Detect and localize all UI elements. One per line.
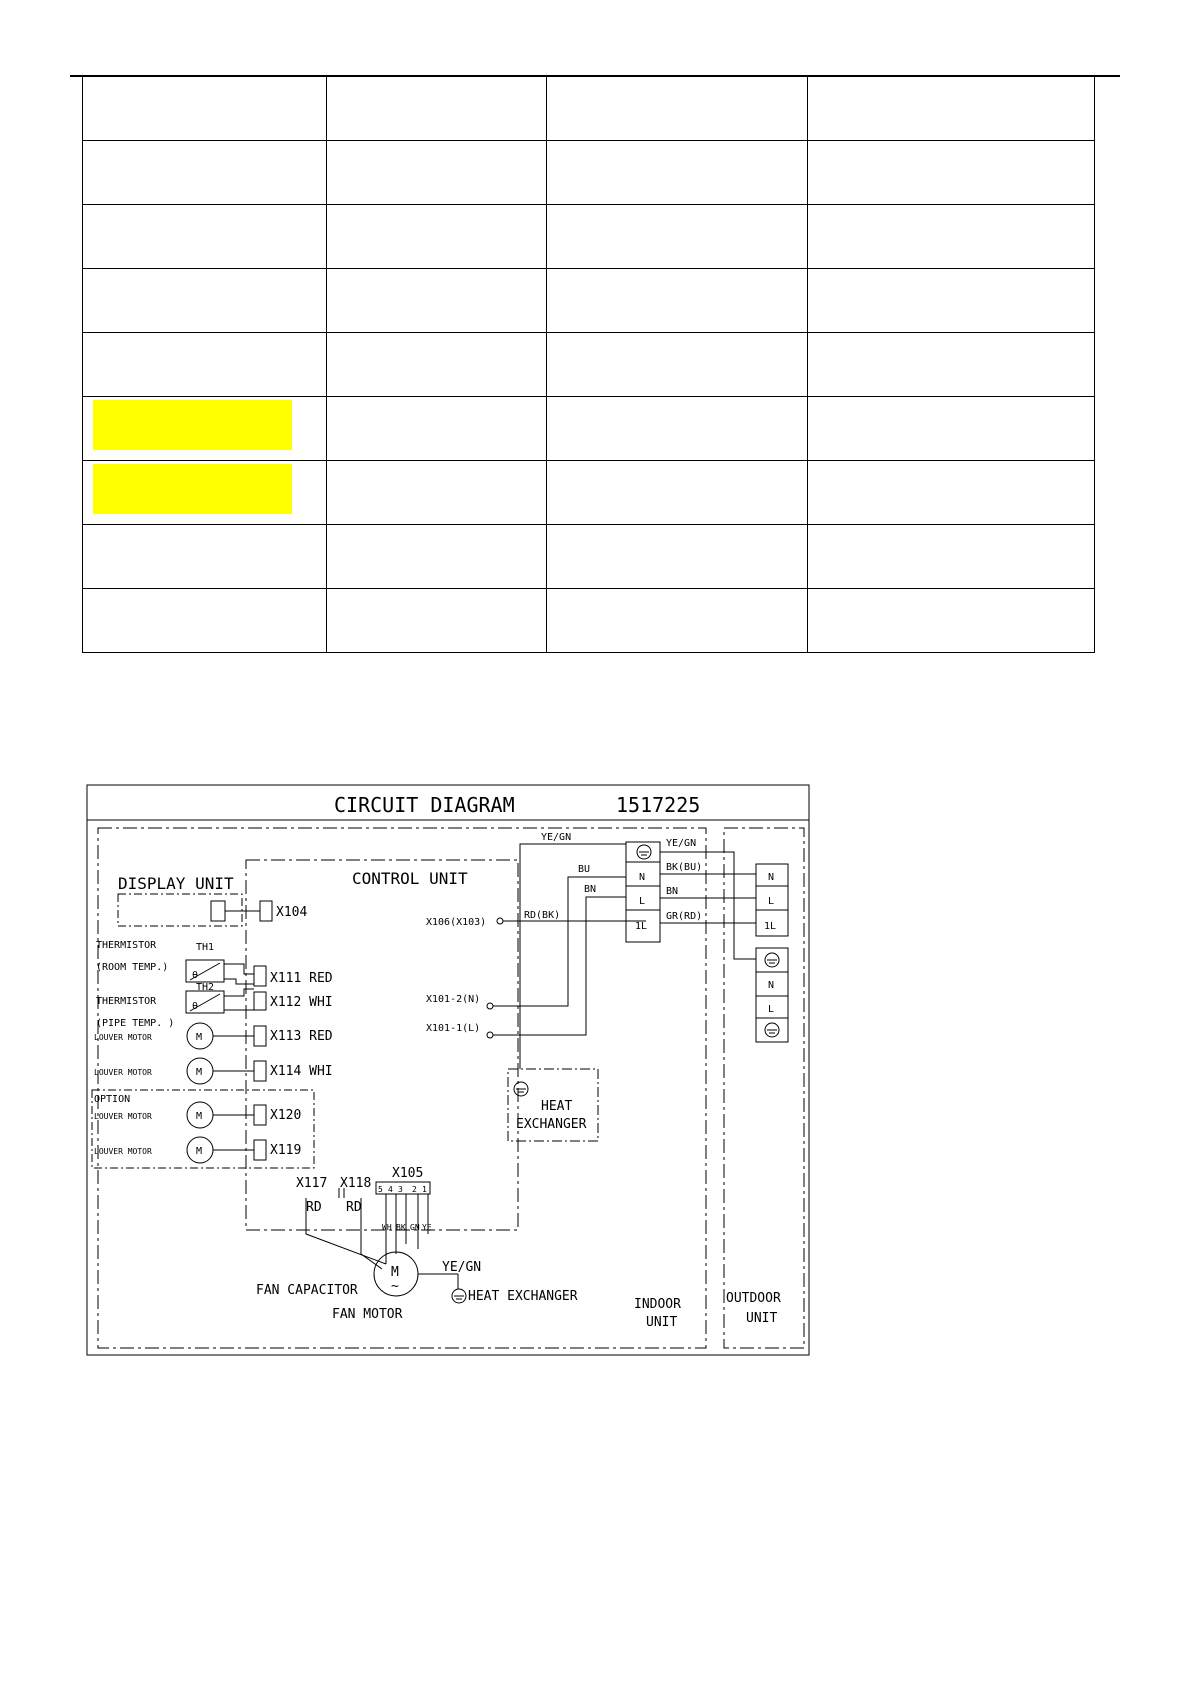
- fan-motor-label: FAN MOTOR: [332, 1307, 403, 1322]
- x105-pin-2: 2: [412, 1185, 417, 1194]
- table-cell: [83, 77, 327, 141]
- wire-yegn-left: YE/GN: [541, 832, 572, 843]
- rd-label-1: RD: [306, 1200, 322, 1215]
- x105-pin-4: 4: [388, 1185, 393, 1194]
- table-cell: [327, 77, 547, 141]
- th2-label: TH2: [196, 982, 215, 993]
- table-cell: [547, 525, 808, 589]
- wire-bn-right: BN: [666, 886, 679, 897]
- term-in-n: N: [639, 872, 646, 883]
- table-row: [83, 141, 1095, 205]
- table-cell: [808, 141, 1095, 205]
- x101-1-label: X101-1(L): [426, 1023, 481, 1034]
- louver-motor-1-label: LOUVER MOTOR: [94, 1033, 152, 1042]
- display-unit-label: DISPLAY UNIT: [118, 874, 234, 893]
- fan-motor-m: M: [391, 1265, 399, 1280]
- x106-label: X106(X103): [426, 917, 487, 928]
- th1-label: TH1: [196, 942, 215, 953]
- table-cell: [547, 205, 808, 269]
- table-row: [83, 589, 1095, 653]
- table-cell: [808, 397, 1095, 461]
- table-cell: [547, 397, 808, 461]
- table-cell: [547, 461, 808, 525]
- x120-label: X120: [270, 1108, 302, 1123]
- fan-motor-tilde: ~: [391, 1279, 399, 1294]
- louver-motor-4-label: LOUVER MOTOR: [94, 1147, 152, 1156]
- table-cell: [83, 461, 327, 525]
- table-cell: [547, 333, 808, 397]
- table-row: [83, 397, 1095, 461]
- table-cell: [327, 141, 547, 205]
- table-cell: [808, 589, 1095, 653]
- term-out-l: L: [768, 896, 775, 907]
- table-cell: [808, 77, 1095, 141]
- table-cell: [327, 269, 547, 333]
- table-row: [83, 461, 1095, 525]
- rd-label-2: RD: [346, 1200, 362, 1215]
- option-label: OPTION: [94, 1094, 131, 1105]
- table-cell: [808, 333, 1095, 397]
- outdoor-label-1: OUTDOOR: [726, 1291, 781, 1306]
- outdoor-unit-box: [724, 828, 804, 1348]
- louver-motor-4-symbol: M: [196, 1146, 203, 1157]
- x105-pin-1: 1: [422, 1185, 427, 1194]
- louver-motor-3-symbol: M: [196, 1111, 203, 1122]
- fan-capacitor-label: FAN CAPACITOR: [256, 1283, 358, 1298]
- indoor-label-1: INDOOR: [634, 1297, 681, 1312]
- thermistor-1-label: THERMISTOR: [96, 940, 157, 951]
- table-row: [83, 333, 1095, 397]
- x105-pin-5: 5: [378, 1185, 383, 1194]
- table-cell: [327, 397, 547, 461]
- table-cell: [808, 269, 1095, 333]
- pipe-temp-label: (PIPE TEMP. ): [96, 1018, 175, 1029]
- heat-exchanger-label-2: EXCHANGER: [516, 1117, 587, 1132]
- term-out-l-2: L: [768, 1004, 775, 1015]
- louver-motor-2-symbol: M: [196, 1067, 203, 1078]
- wire-code-wh: WH: [382, 1223, 392, 1232]
- circuit-diagram: [86, 784, 810, 1356]
- table-cell: [547, 589, 808, 653]
- highlight-marker: [93, 400, 292, 450]
- table-cell: [327, 333, 547, 397]
- x101-2-label: X101-2(N): [426, 994, 481, 1005]
- x112-label: X112 WHI: [270, 995, 333, 1010]
- heat-exchanger-label-1: HEAT: [541, 1099, 573, 1114]
- table-cell: [83, 205, 327, 269]
- fan-wire-yegn: YE/GN: [442, 1260, 482, 1275]
- table-row: [83, 205, 1095, 269]
- x119-label: X119: [270, 1143, 302, 1158]
- wire-bn-left: BN: [584, 884, 597, 895]
- wire-code-gn: GN: [410, 1223, 420, 1232]
- x118-label: X118: [340, 1176, 372, 1191]
- table-cell: [327, 525, 547, 589]
- outdoor-terminal-block-2: [756, 948, 788, 1042]
- x113-label: X113 RED: [270, 1029, 333, 1044]
- table-row: [83, 269, 1095, 333]
- table-cell: [808, 525, 1095, 589]
- wire-rdbk: RD(BK): [524, 910, 561, 921]
- spec-table: [82, 76, 1095, 653]
- table-cell: [547, 269, 808, 333]
- term-out-n-2: N: [768, 980, 775, 991]
- table-row: [83, 525, 1095, 589]
- table-cell: [83, 589, 327, 653]
- table-cell: [808, 205, 1095, 269]
- wire-code-bk: BK: [396, 1223, 406, 1232]
- table-cell: [83, 269, 327, 333]
- x117-label: X117: [296, 1176, 328, 1191]
- room-temp-label: (ROOM TEMP.): [96, 962, 169, 973]
- diagram-title: CIRCUIT DIAGRAM: [334, 793, 515, 817]
- x104-label: X104: [276, 905, 308, 920]
- term-in-l: L: [639, 896, 646, 907]
- wire-code-ye: YE: [422, 1223, 432, 1232]
- table-cell: [83, 397, 327, 461]
- control-unit-label: CONTROL UNIT: [352, 869, 468, 888]
- louver-motor-1-symbol: M: [196, 1032, 203, 1043]
- indoor-label-2: UNIT: [646, 1315, 678, 1330]
- term-in-1l: 1L: [635, 921, 648, 932]
- table-cell: [83, 333, 327, 397]
- diagram-code: 1517225: [616, 793, 701, 817]
- x105-label: X105: [392, 1166, 424, 1181]
- louver-motor-2-label: LOUVER MOTOR: [94, 1068, 152, 1077]
- outdoor-label-2: UNIT: [746, 1311, 778, 1326]
- x111-label: X111 RED: [270, 971, 333, 986]
- table-cell: [83, 525, 327, 589]
- wire-bu: BU: [578, 864, 591, 875]
- table-cell: [547, 77, 808, 141]
- indoor-unit-box: [98, 828, 706, 1348]
- highlight-marker: [93, 464, 292, 514]
- thermistor-2-label: THERMISTOR: [96, 996, 157, 1007]
- table-cell: [808, 461, 1095, 525]
- x114-label: X114 WHI: [270, 1064, 333, 1079]
- heat-exchanger-full-label: HEAT EXCHANGER: [468, 1289, 578, 1304]
- louver-motor-3-label: LOUVER MOTOR: [94, 1112, 152, 1121]
- table-cell: [327, 589, 547, 653]
- table-cell: [327, 461, 547, 525]
- theta-2: θ: [192, 1001, 199, 1012]
- wire-bkbu: BK(BU): [666, 862, 703, 873]
- term-out-1l: 1L: [764, 921, 777, 932]
- term-out-n: N: [768, 872, 775, 883]
- table-cell: [83, 141, 327, 205]
- table-cell: [547, 141, 808, 205]
- wire-yegn-right: YE/GN: [666, 838, 697, 849]
- theta-1: θ: [192, 970, 199, 981]
- wire-grrd: GR(RD): [666, 911, 703, 922]
- x105-pin-3: 3: [398, 1185, 403, 1194]
- table-row: [83, 77, 1095, 141]
- table-cell: [327, 205, 547, 269]
